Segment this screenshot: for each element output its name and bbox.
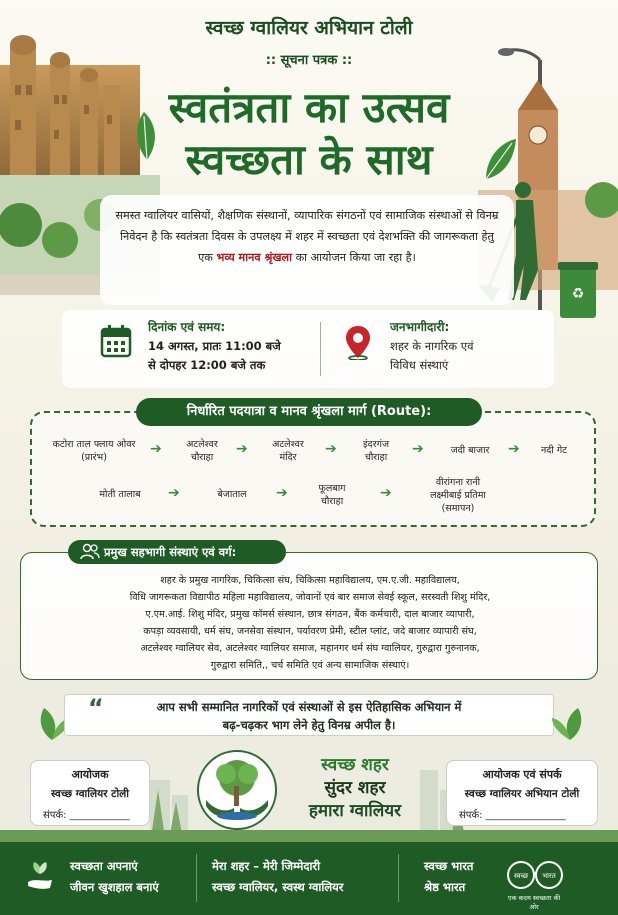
people-icon [80, 543, 100, 561]
intro-text-end: का आयोजन किया जा रहा है। [295, 251, 416, 264]
arrow-right-icon: ➔ [276, 485, 288, 501]
quote-icon: “ [88, 694, 104, 722]
route-title: निर्धारित पदयात्रा व मानव श्रृंखला मार्ग (Route): [136, 398, 482, 426]
arrow-right-icon: ➔ [325, 441, 337, 457]
arrow-right-icon: ➔ [508, 441, 520, 457]
route-stop-name: मोती तालाब [99, 489, 141, 500]
headline-line-1: स्वतंत्रता का उत्सव [168, 83, 450, 132]
route-stop-name: कटोरा ताल फ्लाय ओवर [52, 439, 136, 450]
leaf-icon [130, 110, 164, 162]
sbm-right-text: भारत [542, 872, 556, 880]
route-stop-name: इंदरगंज [363, 439, 389, 450]
headline [0, 82, 618, 186]
date-line-1: 14 अगस्त, प्रातः 11:00 बजे [148, 339, 281, 353]
footer-col3-line1: स्वच्छ भारत [424, 859, 474, 873]
swachh-bharat-logo [505, 858, 565, 892]
route-stop-name: नदी गेट [541, 445, 567, 456]
arrow-right-icon: ➔ [168, 485, 180, 501]
route-stop [300, 482, 364, 508]
sbm-tagline: एक कदम स्वच्छता की ओर [507, 894, 561, 911]
tree-hands-emblem [196, 750, 278, 830]
appeal-box [64, 694, 554, 736]
footer-col1-line2: जीवन खुशहाल बनाएं [70, 880, 159, 894]
participants-line: शहर के प्रमुख नागरिक, चिकित्सा संघ, चिकित्सा महाविद्यालय, एम.ए.जी. महाविद्यालय, [160, 575, 460, 586]
route-stop [410, 476, 506, 515]
route-stop [434, 444, 506, 457]
participants-line: कपड़ा व्यवसायी, धर्म संघ, जनसेवा संस्थान, पर्यावरण प्रेमी, स्टील प्लांट, जदे बाजार व्यापारी संघ, [143, 626, 477, 637]
footer-col1-line1: स्वच्छता अपनाएं [70, 859, 138, 873]
participation-line-1: शहर के नागरिक एवं [390, 339, 474, 353]
route-stop [84, 488, 156, 501]
leaf-icon [550, 706, 590, 742]
arrow-right-icon: ➔ [236, 441, 248, 457]
svg-text:♻: ♻ [571, 286, 585, 302]
route-stop-name: फूलबाग [318, 483, 346, 494]
participants-line: गुरुद्वारा समिति,, चर्च समिति एवं अन्य सामाजिक संस्थाएं। [210, 660, 410, 671]
organizer-left-contact: संपर्क: ____________ [43, 810, 130, 821]
appeal-line-1: आप सभी सम्मानित नागरिकों एवं संस्थाओं से इस ऐतिहासिक अभियान में [156, 700, 462, 714]
headline-line-2: स्वच्छता के साथ [185, 135, 433, 184]
event-info-panel [62, 310, 554, 388]
footer-col2 [212, 856, 344, 898]
route-stop-name: अटलेश्वर [272, 439, 304, 450]
route-stop-name: बेजाताल [217, 489, 247, 500]
organizer-right-name: स्वच्छ ग्वालियर अभियान टोली [464, 788, 580, 800]
route-stop-name: जदी बाजार [450, 445, 490, 456]
route-stop-note: मंदिर [279, 452, 297, 463]
route-stop-note: (प्रारंभ) [81, 452, 107, 463]
route-stop-note: चौराहा [190, 452, 214, 463]
participants-title: प्रमुख सहभागी संस्थाएं एवं वर्ग: [68, 540, 286, 564]
route-stop [256, 438, 320, 464]
organization-title: स्वच्छ ग्वालियर अभियान टोली [205, 17, 413, 39]
intro-highlight: भव्य मानव श्रृंखला [216, 251, 293, 264]
slogan [285, 752, 425, 821]
footer-col3-line2: श्रेष्ठ भारत [424, 880, 466, 894]
organizer-right-contact: संपर्क: ________________ [459, 810, 566, 821]
arrow-right-icon: ➔ [412, 441, 424, 457]
participants-line: विधि जागरूकता विद्यापीठ महिला महाविद्यालय, जोवानों एवं बार समाज सेवई स्कूल, सरस्वती शिशु मंदिर, [129, 592, 491, 603]
hand-sprout-icon [26, 860, 54, 892]
date-line-2: से दोपहर 12:00 बजे तक [148, 358, 266, 372]
participants-line: अटलेश्वर ग्वालियर सेव, अटलेश्वर ग्वालियर समाज, महानगर धर्म संघ ग्वालियर, गुरुद्वारा गुरुनानक, [140, 643, 480, 654]
divider [196, 854, 197, 902]
organizer-right-title: आयोजक एवं संपर्क [482, 768, 562, 781]
participation-heading: जनभागीदारी: [390, 320, 450, 334]
arrow-right-icon: ➔ [150, 441, 162, 457]
slogan-line-1: स्वच्छ शहर [321, 755, 389, 775]
calendar-icon [100, 324, 132, 358]
footer-col3 [424, 856, 474, 898]
organizer-left-name: स्वच्छ ग्वालियर टोली [50, 788, 130, 800]
date-heading: दिनांक एवं समय: [148, 320, 226, 334]
organizer-right-card [446, 760, 598, 826]
slogan-line-3: हमारा ग्वालियर [308, 801, 402, 821]
arrow-right-icon: ➔ [380, 485, 392, 501]
organizer-left-card [30, 760, 150, 826]
route-stop [44, 438, 144, 464]
route-stop-name-2: लक्ष्मीबाई प्रतिमा [430, 490, 486, 501]
footer-col2-line1: मेरा शहर – मेरी जिम्मेदारी [212, 859, 321, 873]
route-stop [526, 444, 582, 457]
slogan-line-2: सुंदर शहर [324, 778, 386, 798]
divider [320, 322, 321, 376]
participants-line: ए.एम.आई. शिशु मंदिर, प्रमुख कॉमर्स संस्थान, छात्र संगठन, बैंक कर्मचारी, दाल बाजार व्यापारी, [145, 609, 475, 620]
footer-col2-line2: स्वच्छ ग्वालियर, स्वस्थ ग्वालियर [212, 880, 344, 894]
route-stop-name: अटलेश्वर [186, 439, 218, 450]
appeal-line-2: बढ़-चढ़कर भाग लेने हेतु विनम्र अपील है। [222, 718, 396, 732]
route-stop [344, 438, 408, 464]
route-stop-note: (समापन) [441, 503, 475, 514]
route-stop-note: चौराहा [320, 496, 344, 507]
intro-paragraph [100, 195, 514, 305]
divider [398, 854, 399, 902]
location-pin-icon [344, 324, 372, 360]
intro-text: समस्त ग्वालियर वासियों, शैक्षणिक संस्थानों, व्यापारिक संगठनों एवं सामाजिक संस्थाओं से विनम्र निवेदन है कि स्वतंत्रता दिवस के उपलक्ष्य में शहर में स्वच्छता एवं देशभक्ति की जागरूकता हेतु एक [115, 209, 499, 264]
participants-list [40, 572, 580, 674]
route-stop [170, 438, 234, 464]
leaf-icon [482, 135, 518, 181]
route-stop-name: वीरांगना रानी [435, 477, 481, 488]
route-stop-note: चौराहा [364, 452, 388, 463]
footer-col1 [70, 856, 159, 898]
sbm-left-text: स्वच्छ [513, 872, 529, 880]
organizer-left-title: आयोजक [71, 768, 109, 781]
route-box [30, 411, 596, 527]
participation-line-2: विविध संस्थाएं [390, 358, 449, 372]
route-stop [196, 488, 268, 501]
notice-label: :: सूचना पत्रक :: [265, 53, 353, 68]
